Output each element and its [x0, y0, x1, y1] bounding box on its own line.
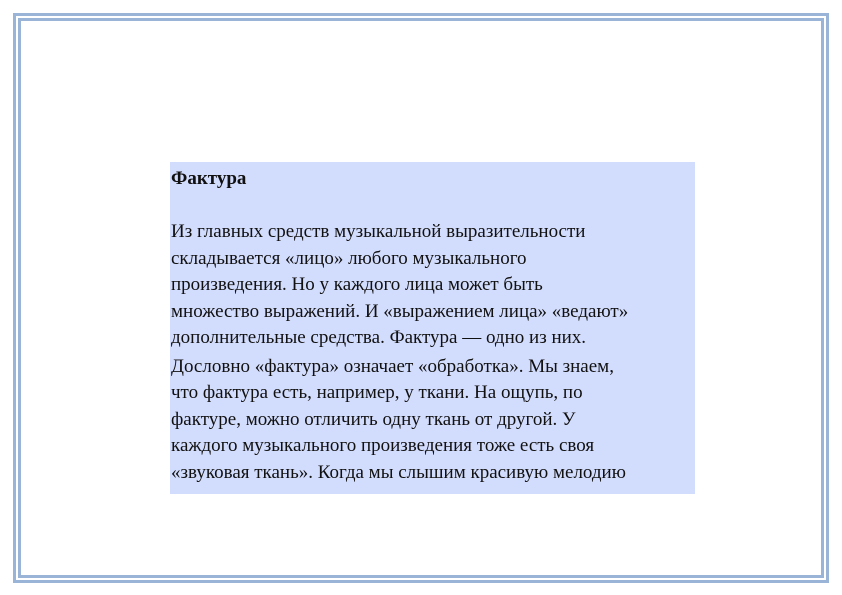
- text-line: фактуре, можно отличить одну ткань от другой. У: [171, 408, 576, 430]
- text-line: «звуковая ткань». Когда мы слышим красивую мелодию: [171, 461, 626, 483]
- text-box: [170, 162, 695, 494]
- text-line: множество выражений. И «выражением лица» «ведают»: [171, 300, 629, 322]
- text-line: каждого музыкального произведения тоже есть своя: [171, 435, 595, 456]
- text-line: дополнительные средства. Фактура — одно из них.: [171, 327, 587, 348]
- paragraph-1: [171, 219, 695, 352]
- text-line: что фактура есть, например, у ткани. На ощупь, по: [171, 382, 583, 403]
- paragraph-2: [171, 354, 695, 487]
- text-line: Из главных средств музыкальной выразительности: [171, 221, 586, 242]
- text-line: Дословно «фактура» означает «обработка». Мы знаем,: [171, 355, 614, 377]
- text-line: складывается «лицо» любого музыкального: [171, 247, 527, 269]
- text-line: произведения. Но у каждого лица может быть: [171, 274, 543, 295]
- slide-heading: Фактура: [171, 168, 247, 189]
